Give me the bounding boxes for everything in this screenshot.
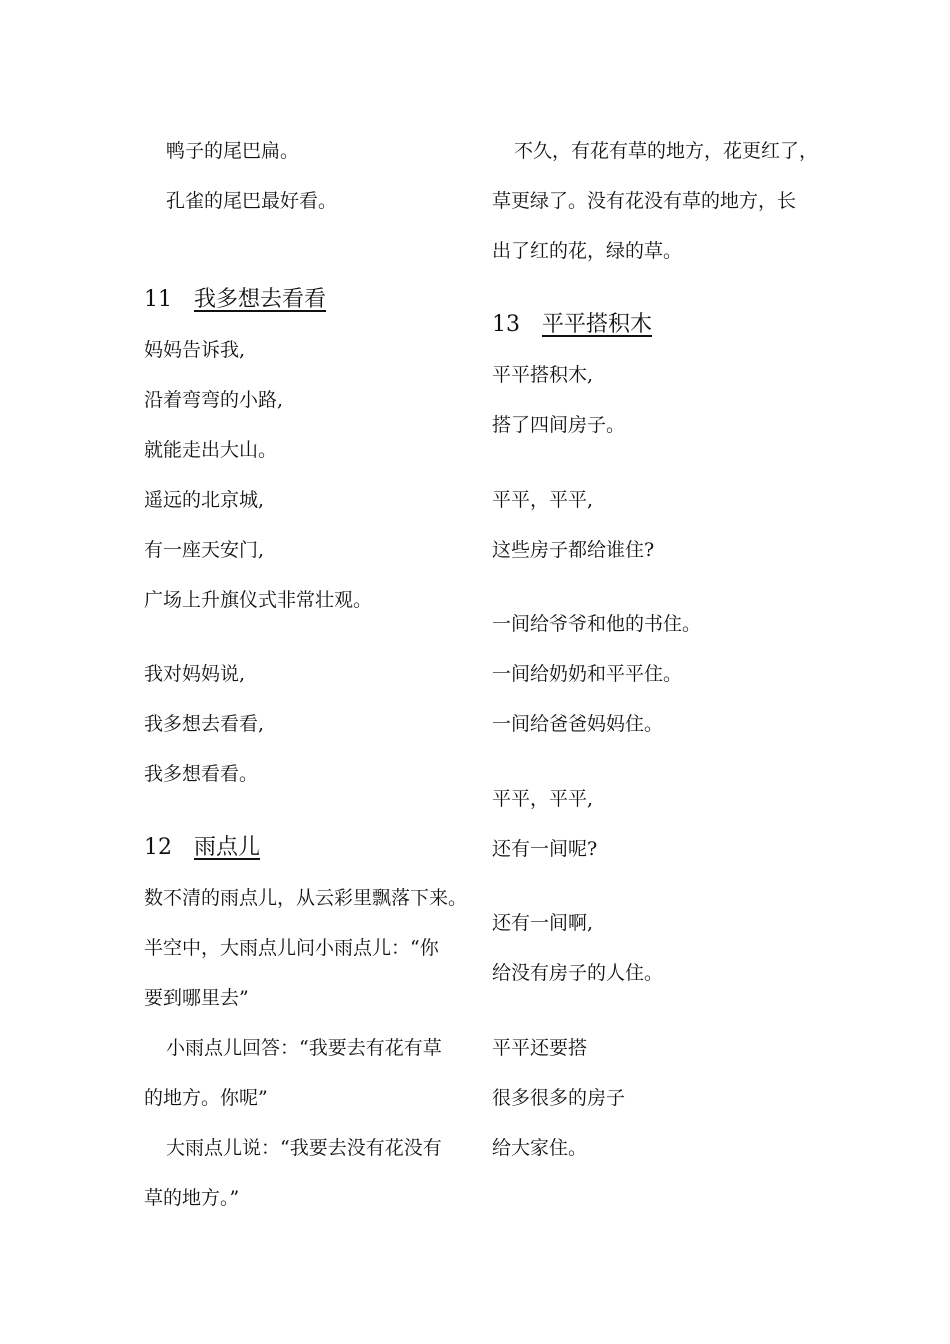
text-line: 平平搭积木, <box>492 364 594 386</box>
text-line: 平平，平平, <box>492 489 594 511</box>
text-line: 草的地方。” <box>144 1187 240 1209</box>
text-line: 出了红的花，绿的草。 <box>492 240 683 262</box>
text-line: 搭了四间房子。 <box>492 414 626 436</box>
lesson-title: 平平搭积木 <box>542 312 653 337</box>
text-line: 数不清的雨点儿，从云彩里飘落下来。 <box>144 887 468 909</box>
lesson-13-heading <box>492 311 652 339</box>
text-line: 草更绿了。没有花没有草的地方，长 <box>492 190 797 212</box>
text-line: 大雨点儿说：“我要去没有花没有 <box>166 1137 442 1159</box>
text-line: 平平还要搭 <box>492 1037 588 1059</box>
text-line: 给没有房子的人住。 <box>492 962 664 984</box>
text-line: 广场上升旗仪式非常壮观。 <box>144 589 373 611</box>
text-line: 给大家住。 <box>492 1137 588 1159</box>
text-line: 有一座天安门, <box>144 539 265 561</box>
text-line: 要到哪里去” <box>144 987 249 1009</box>
lesson-11-heading <box>144 286 326 314</box>
text-line: 就能走出大山。 <box>144 439 278 461</box>
text-line: 一间给奶奶和平平住。 <box>492 663 683 685</box>
text-line: 我多想去看看, <box>144 713 265 735</box>
text-line: 鸭子的尾巴扁。 <box>166 140 300 162</box>
lesson-number: 13 <box>492 312 520 337</box>
text-line: 平平，平平, <box>492 788 594 810</box>
text-line: 遥远的北京城, <box>144 489 265 511</box>
text-line: 孔雀的尾巴最好看。 <box>166 190 338 212</box>
text-line: 一间给爷爷和他的书住。 <box>492 613 702 635</box>
text-line: 这些房子都给谁住? <box>492 539 655 561</box>
text-line: 不久，有花有草的地方，花更红了， <box>514 140 819 162</box>
text-line: 沿着弯弯的小路, <box>144 389 284 411</box>
text-line: 妈妈告诉我, <box>144 339 246 361</box>
lesson-title: 我多想去看看 <box>194 287 327 312</box>
text-line: 还有一间呢? <box>492 838 598 860</box>
lesson-12-heading <box>144 834 260 862</box>
text-line: 小雨点儿回答：“我要去有花有草 <box>166 1037 442 1059</box>
lesson-number: 12 <box>144 835 172 860</box>
text-line: 还有一间啊, <box>492 912 594 934</box>
lesson-number: 11 <box>144 287 172 312</box>
text-line: 一间给爸爸妈妈住。 <box>492 713 664 735</box>
text-line: 我对妈妈说, <box>144 663 246 685</box>
text-line: 我多想看看。 <box>144 763 259 785</box>
lesson-title: 雨点儿 <box>194 835 261 860</box>
text-line: 的地方。你呢” <box>144 1087 268 1109</box>
text-line: 很多很多的房子 <box>492 1087 626 1109</box>
text-line: 半空中，大雨点儿问小雨点儿：“你 <box>144 937 439 959</box>
